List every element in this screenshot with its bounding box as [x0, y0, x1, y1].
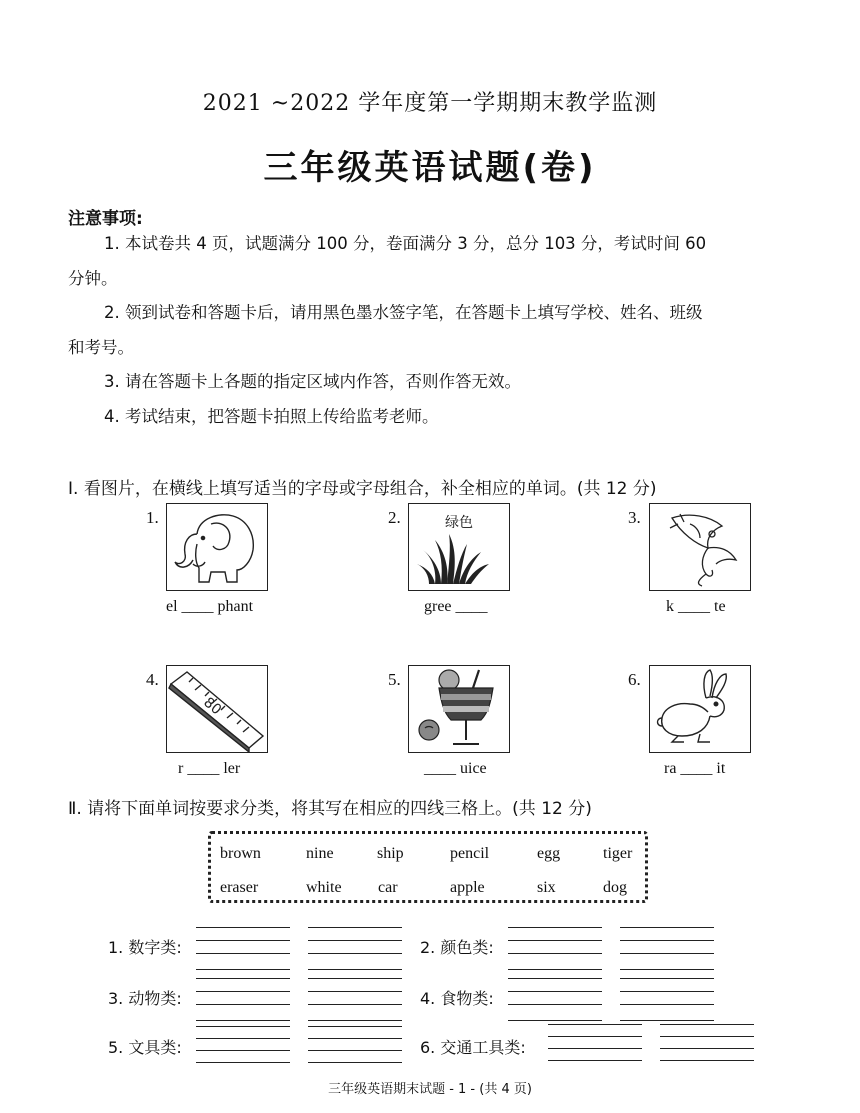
- exam-title: 三年级英语试题(卷): [263, 148, 597, 188]
- writing-lines[interactable]: [660, 1024, 754, 1064]
- question-number: 4.: [146, 670, 159, 689]
- writing-lines[interactable]: [308, 927, 402, 973]
- category-label: 6. 交通工具类:: [420, 1038, 526, 1057]
- question-number: 1.: [146, 508, 159, 527]
- writing-lines[interactable]: [548, 1024, 642, 1064]
- bank-word: nine: [306, 845, 334, 862]
- grass-picture-label: 绿色: [445, 515, 473, 531]
- word-hint: ra ____ it: [664, 760, 726, 777]
- writing-lines[interactable]: [508, 978, 602, 1024]
- elephant-icon: [166, 503, 268, 591]
- writing-lines[interactable]: [620, 978, 714, 1024]
- writing-lines[interactable]: [196, 1026, 290, 1066]
- category-label: 5. 文具类:: [108, 1038, 182, 1057]
- bank-word: apple: [450, 879, 485, 896]
- note-item: 和考号。: [68, 338, 134, 357]
- writing-lines[interactable]: [308, 978, 402, 1024]
- bank-word: tiger: [603, 845, 633, 862]
- question-number: 6.: [628, 670, 641, 689]
- rabbit-icon: [649, 665, 751, 753]
- bank-word: brown: [220, 845, 261, 862]
- note-item: 3. 请在答题卡上各题的指定区域内作答，否则作答无效。: [104, 372, 521, 391]
- bank-word: pencil: [450, 845, 490, 862]
- kite-icon: [649, 503, 751, 591]
- bank-word: six: [537, 879, 556, 896]
- word-hint: gree ____: [424, 598, 488, 615]
- category-label: 1. 数字类:: [108, 938, 182, 957]
- bank-word: dog: [603, 879, 627, 896]
- exam-subtitle: 2021 ~2022 学年度第一学期期末教学监测: [202, 91, 658, 116]
- note-item: 分钟。: [68, 269, 118, 288]
- word-hint: ____ uice: [424, 760, 487, 777]
- juice-icon: [408, 665, 510, 753]
- question-number: 5.: [388, 670, 401, 689]
- notes-heading: 注意事项:: [68, 209, 143, 229]
- bank-word: ship: [377, 845, 404, 862]
- writing-lines[interactable]: [308, 1026, 402, 1066]
- note-item: 1. 本试卷共 4 页，试题满分 100 分，卷面满分 3 分，总分 103 分，考试时间 60: [104, 234, 707, 253]
- page-footer: 三年级英语期末试题 - 1 - (共 4 页): [328, 1082, 532, 1097]
- ruler-icon: [166, 665, 268, 753]
- writing-lines[interactable]: [508, 927, 602, 973]
- category-label: 2. 颜色类:: [420, 938, 494, 957]
- bank-word: egg: [537, 845, 561, 862]
- bank-word: white: [306, 879, 342, 896]
- bank-word: eraser: [220, 879, 259, 896]
- grass-icon: [408, 503, 510, 591]
- note-item: 4. 考试结束，把答题卡拍照上传给监考老师。: [104, 407, 439, 426]
- word-bank: [208, 831, 648, 903]
- section1-heading: Ⅰ. 看图片，在横线上填写适当的字母或字母组合，补全相应的单词。(共 12 分): [68, 479, 657, 499]
- category-label: 3. 动物类:: [108, 989, 182, 1008]
- question-number: 2.: [388, 508, 401, 527]
- svg-text:80: 80: [200, 694, 225, 719]
- note-item: 2. 领到试卷和答题卡后，请用黑色墨水签字笔，在答题卡上填写学校、姓名、班级: [104, 303, 703, 322]
- writing-lines[interactable]: [196, 978, 290, 1024]
- word-hint: el ____ phant: [166, 598, 254, 615]
- writing-lines[interactable]: [196, 927, 290, 973]
- category-label: 4. 食物类:: [420, 989, 494, 1008]
- word-hint: k ____ te: [666, 598, 726, 615]
- section2-heading: Ⅱ. 请将下面单词按要求分类，将其写在相应的四线三格上。(共 12 分): [68, 799, 592, 819]
- bank-word: car: [378, 879, 398, 896]
- writing-lines[interactable]: [620, 927, 714, 973]
- word-hint: r ____ ler: [178, 760, 241, 777]
- question-number: 3.: [628, 508, 641, 527]
